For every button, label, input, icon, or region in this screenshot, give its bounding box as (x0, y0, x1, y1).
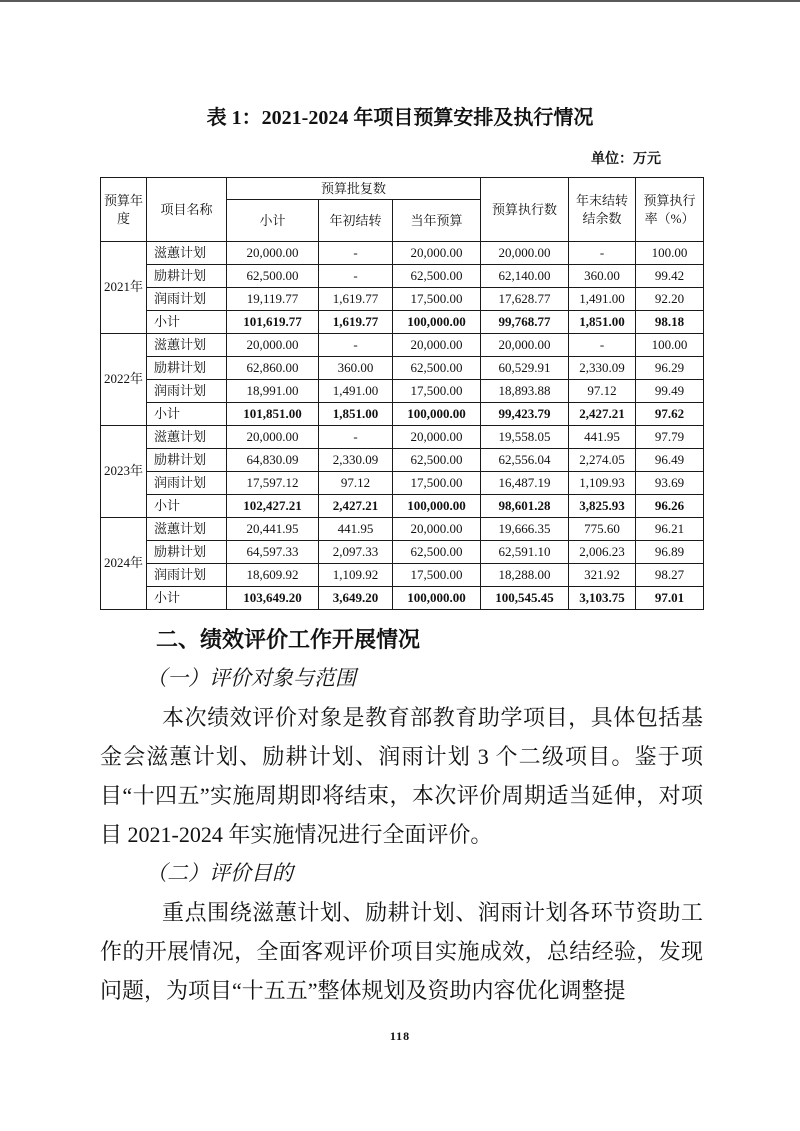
year-cell: 2021年 (101, 242, 147, 334)
section-heading: 二、绩效评价工作开展情况 (156, 627, 421, 652)
value-cell: 3,103.75 (569, 587, 636, 610)
subsection-heading-2: （二）评价目的 (146, 861, 293, 885)
value-cell: 441.95 (569, 426, 636, 449)
value-cell: - (319, 426, 393, 449)
project-name-cell: 励耕计划 (147, 265, 227, 288)
value-cell: 18,609.92 (227, 564, 319, 587)
value-cell: 99.42 (636, 265, 704, 288)
value-cell: - (319, 334, 393, 357)
value-cell: 20,000.00 (393, 334, 481, 357)
value-cell: 20,000.00 (393, 518, 481, 541)
value-cell: 360.00 (569, 265, 636, 288)
table-row (101, 334, 704, 357)
value-cell: 100,000.00 (393, 403, 481, 426)
subtotal-row (101, 311, 704, 334)
value-cell: 17,500.00 (393, 380, 481, 403)
value-cell: 92.20 (636, 288, 704, 311)
value-cell: 2,330.09 (319, 449, 393, 472)
project-name-cell: 小计 (147, 587, 227, 610)
paragraph-purpose: 重点围绕滋蕙计划、励耕计划、润雨计划各环节资助工作的开展情况，全面客观评价项目实施成效，总结经验，发现问题，为项目“十五五”整体规划及资助内容优化调整提 (100, 900, 703, 1003)
value-cell: 62,591.10 (481, 541, 569, 564)
value-cell: 97.62 (636, 403, 704, 426)
value-cell: 321.92 (569, 564, 636, 587)
page-content (100, 148, 703, 1010)
table-title: 表 1：2021-2024 年项目预算安排及执行情况 (206, 107, 594, 129)
value-cell: 97.12 (319, 472, 393, 495)
value-cell: 1,491.00 (319, 380, 393, 403)
value-cell: 62,500.00 (393, 449, 481, 472)
header-subtotal: 小计 (227, 200, 319, 242)
budget-table-body (101, 242, 704, 610)
value-cell: 1,619.77 (319, 288, 393, 311)
project-name-cell: 润雨计划 (147, 288, 227, 311)
value-cell: 62,556.04 (481, 449, 569, 472)
value-cell: 97.01 (636, 587, 704, 610)
value-cell: 98,601.28 (481, 495, 569, 518)
subtotal-row (101, 403, 704, 426)
value-cell: 99,423.79 (481, 403, 569, 426)
value-cell: 20,000.00 (227, 426, 319, 449)
project-name-cell: 励耕计划 (147, 541, 227, 564)
value-cell: 18,991.00 (227, 380, 319, 403)
value-cell: 19,119.77 (227, 288, 319, 311)
value-cell: 98.27 (636, 564, 704, 587)
value-cell: 17,500.00 (393, 288, 481, 311)
value-cell: 441.95 (319, 518, 393, 541)
value-cell: 1,109.93 (569, 472, 636, 495)
value-cell: 2,427.21 (319, 495, 393, 518)
value-cell: 96.29 (636, 357, 704, 380)
value-cell: 20,441.95 (227, 518, 319, 541)
value-cell: - (569, 334, 636, 357)
value-cell: 19,558.05 (481, 426, 569, 449)
year-cell: 2023年 (101, 426, 147, 518)
value-cell: 2,006.23 (569, 541, 636, 564)
table-row (101, 242, 704, 265)
value-cell: 2,274.05 (569, 449, 636, 472)
value-cell: 97.79 (636, 426, 704, 449)
table-row (101, 472, 704, 495)
project-name-cell: 励耕计划 (147, 357, 227, 380)
value-cell: 20,000.00 (481, 242, 569, 265)
table-row (101, 541, 704, 564)
value-cell: 64,830.09 (227, 449, 319, 472)
value-cell: 19,666.35 (481, 518, 569, 541)
value-cell: - (319, 242, 393, 265)
subtotal-row (101, 587, 704, 610)
value-cell: 17,500.00 (393, 472, 481, 495)
value-cell: 101,851.00 (227, 403, 319, 426)
value-cell: 360.00 (319, 357, 393, 380)
header-approved-group: 预算批复数 (227, 178, 481, 200)
header-execution: 预算执行数 (481, 178, 569, 242)
table-row (101, 564, 704, 587)
value-cell: 98.18 (636, 311, 704, 334)
value-cell: 100,545.45 (481, 587, 569, 610)
value-cell: 1,851.00 (319, 403, 393, 426)
value-cell: 100.00 (636, 242, 704, 265)
value-cell: 17,628.77 (481, 288, 569, 311)
value-cell: 20,000.00 (393, 242, 481, 265)
value-cell: 17,597.12 (227, 472, 319, 495)
paragraph-scope: 本次绩效评价对象是教育部教育助学项目，具体包括基金会滋蕙计划、励耕计划、润雨计划 3 个二级项目。鉴于项目“十四五”实施周期即将结束，本次评价周期适当延伸，对项目 2021-2024 年实施情况进行全面评价。 (100, 705, 703, 847)
budget-table-head (101, 178, 704, 242)
value-cell: 101,619.77 (227, 311, 319, 334)
project-name-cell: 小计 (147, 403, 227, 426)
table-row (101, 449, 704, 472)
value-cell: 100,000.00 (393, 587, 481, 610)
value-cell: 3,649.20 (319, 587, 393, 610)
value-cell: 99.49 (636, 380, 704, 403)
header-row-1 (101, 178, 704, 200)
budget-table (100, 177, 704, 610)
value-cell: 16,487.19 (481, 472, 569, 495)
header-begin-carryover: 年初结转 (319, 200, 393, 242)
year-cell: 2022年 (101, 334, 147, 426)
header-project: 项目名称 (147, 178, 227, 242)
page-top-edge (0, 0, 800, 2)
value-cell: 20,000.00 (227, 242, 319, 265)
value-cell: 18,893.88 (481, 380, 569, 403)
value-cell: 62,860.00 (227, 357, 319, 380)
value-cell: 1,109.92 (319, 564, 393, 587)
value-cell: 20,000.00 (227, 334, 319, 357)
value-cell: - (319, 265, 393, 288)
header-current-budget: 当年预算 (393, 200, 481, 242)
value-cell: 62,500.00 (393, 541, 481, 564)
value-cell: 17,500.00 (393, 564, 481, 587)
header-execution-rate: 预算执行率（%） (636, 178, 704, 242)
unit-note: 单位：万元 (591, 150, 661, 166)
value-cell: 62,140.00 (481, 265, 569, 288)
value-cell: 96.49 (636, 449, 704, 472)
value-cell: 100,000.00 (393, 311, 481, 334)
value-cell: 1,491.00 (569, 288, 636, 311)
table-row (101, 265, 704, 288)
project-name-cell: 滋蕙计划 (147, 242, 227, 265)
project-name-cell: 滋蕙计划 (147, 334, 227, 357)
value-cell: 96.89 (636, 541, 704, 564)
value-cell: 1,619.77 (319, 311, 393, 334)
value-cell: 93.69 (636, 472, 704, 495)
value-cell: 1,851.00 (569, 311, 636, 334)
value-cell: 62,500.00 (393, 265, 481, 288)
project-name-cell: 润雨计划 (147, 380, 227, 403)
header-year-end-balance: 年末结转结余数 (569, 178, 636, 242)
value-cell: 20,000.00 (481, 334, 569, 357)
year-cell: 2024年 (101, 518, 147, 610)
value-cell: 100,000.00 (393, 495, 481, 518)
value-cell: 103,649.20 (227, 587, 319, 610)
value-cell: 64,597.33 (227, 541, 319, 564)
value-cell: 102,427.21 (227, 495, 319, 518)
value-cell: 96.21 (636, 518, 704, 541)
value-cell: 775.60 (569, 518, 636, 541)
project-name-cell: 滋蕙计划 (147, 426, 227, 449)
project-name-cell: 润雨计划 (147, 564, 227, 587)
project-name-cell: 励耕计划 (147, 449, 227, 472)
value-cell: 2,097.33 (319, 541, 393, 564)
project-name-cell: 小计 (147, 495, 227, 518)
project-name-cell: 滋蕙计划 (147, 518, 227, 541)
value-cell: 18,288.00 (481, 564, 569, 587)
table-row (101, 357, 704, 380)
value-cell: 3,825.93 (569, 495, 636, 518)
project-name-cell: 润雨计划 (147, 472, 227, 495)
table-row (101, 518, 704, 541)
page-number: 118 (389, 1029, 411, 1043)
value-cell: 2,330.09 (569, 357, 636, 380)
value-cell: 100.00 (636, 334, 704, 357)
value-cell: 2,427.21 (569, 403, 636, 426)
value-cell: 99,768.77 (481, 311, 569, 334)
table-row (101, 380, 704, 403)
header-year: 预算年度 (101, 178, 147, 242)
subsection-heading-1: （一）评价对象与范围 (146, 666, 356, 690)
value-cell: - (569, 242, 636, 265)
table-row (101, 288, 704, 311)
table-row (101, 426, 704, 449)
value-cell: 60,529.91 (481, 357, 569, 380)
project-name-cell: 小计 (147, 311, 227, 334)
value-cell: 97.12 (569, 380, 636, 403)
value-cell: 62,500.00 (393, 357, 481, 380)
value-cell: 20,000.00 (393, 426, 481, 449)
value-cell: 96.26 (636, 495, 704, 518)
value-cell: 62,500.00 (227, 265, 319, 288)
subtotal-row (101, 495, 704, 518)
